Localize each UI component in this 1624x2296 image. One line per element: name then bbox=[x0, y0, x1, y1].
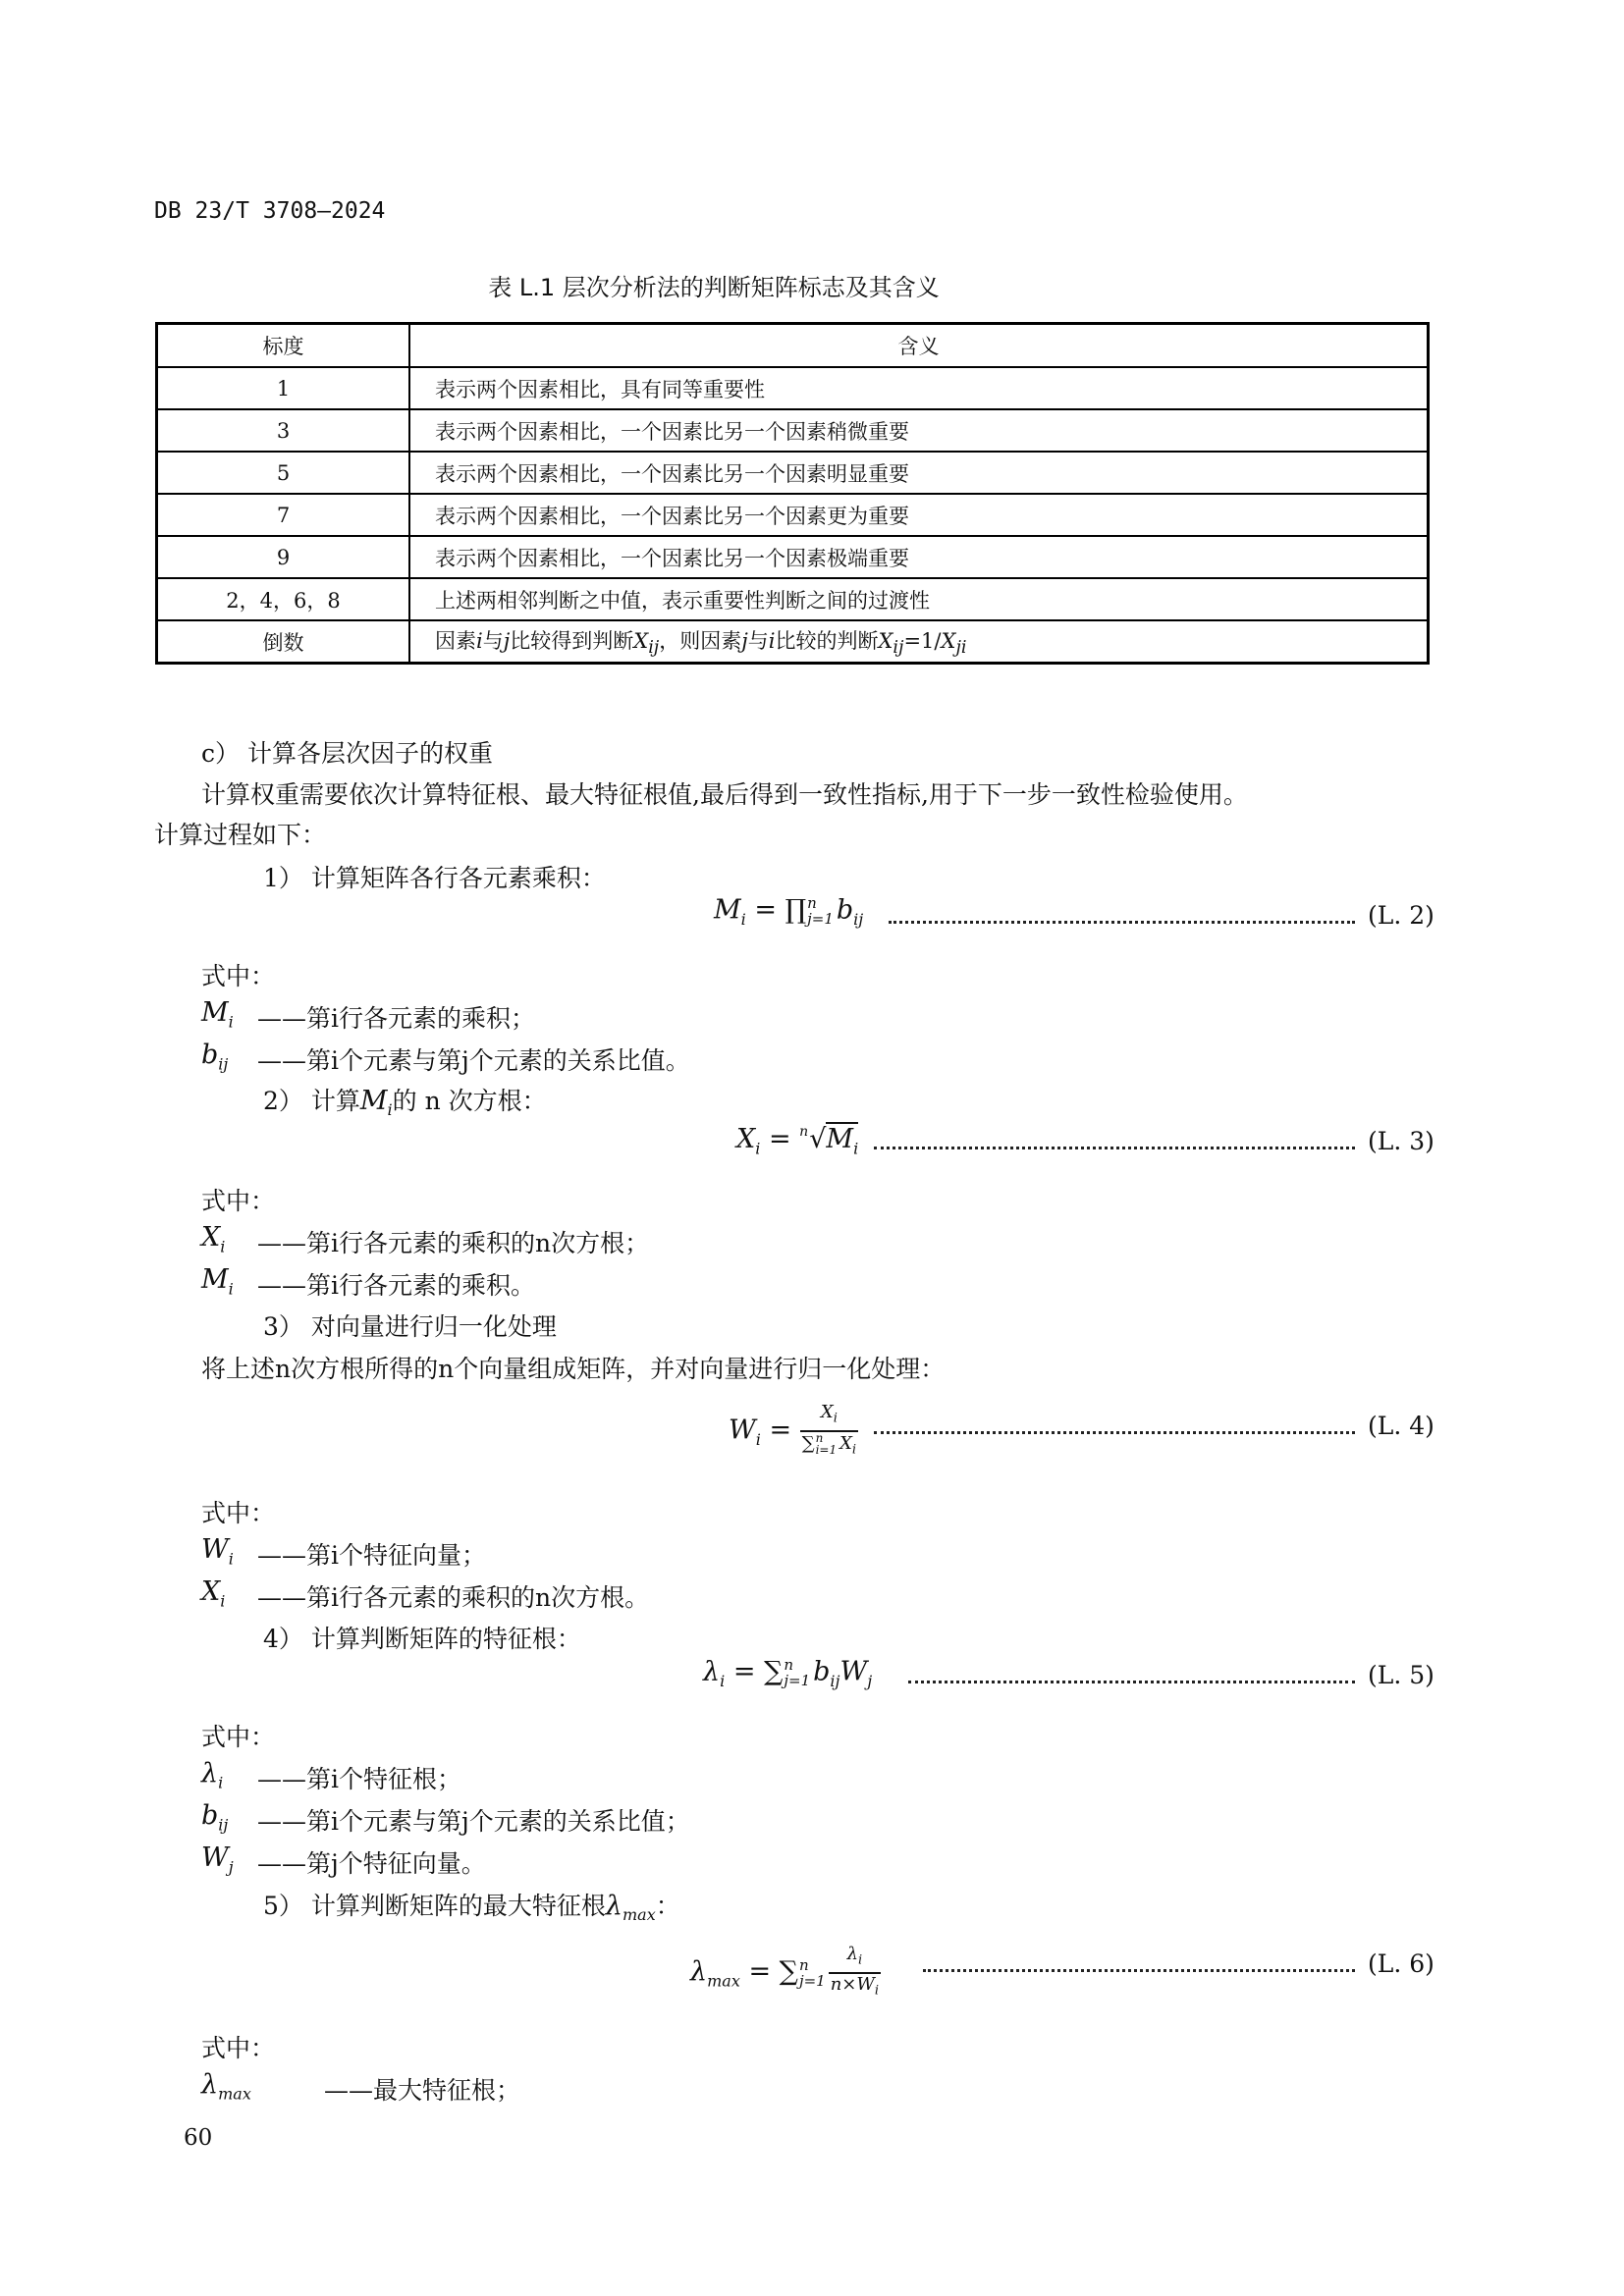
table-row bbox=[157, 578, 1429, 620]
eq-term: X bbox=[820, 1402, 834, 1422]
definition: ——第i行各元素的乘积的n次方根。 bbox=[257, 1583, 650, 1612]
text-part: 比较得到判断 bbox=[510, 628, 634, 653]
symbol-sub: j bbox=[228, 1857, 234, 1877]
symbol bbox=[201, 1576, 225, 1610]
cell-meaning: 表示两个因素相比，一个因素比另一个因素更为重要 bbox=[409, 494, 1429, 536]
where-label: 式中： bbox=[201, 2034, 276, 2062]
equation-l5 bbox=[703, 1657, 872, 1689]
operator-limits bbox=[807, 895, 834, 927]
eq-sub: i bbox=[833, 1411, 838, 1426]
eq-sub: j=1 bbox=[798, 1971, 826, 1990]
definition: ——第i个元素与第j个元素的关系比值。 bbox=[257, 1046, 690, 1075]
math-sub: ji bbox=[955, 638, 967, 659]
step-4-label: 4） 计算判断矩阵的特征根： bbox=[263, 1625, 581, 1653]
eq-sub: i bbox=[720, 1671, 726, 1690]
symbol-main: M bbox=[201, 1264, 229, 1295]
radical-sign: √ bbox=[809, 1124, 827, 1154]
sum-operator: ∑ bbox=[801, 1432, 815, 1454]
definition: ——第i个特征向量； bbox=[257, 1541, 486, 1570]
symbol bbox=[201, 1264, 234, 1298]
dot-leader bbox=[874, 1431, 1355, 1434]
eq-sub: j bbox=[867, 1671, 873, 1690]
symbol bbox=[201, 997, 234, 1031]
cell-meaning: 上述两相邻判断之中值，表示重要性判断之间的过渡性 bbox=[409, 578, 1429, 620]
eq-sub: i bbox=[858, 1952, 863, 1968]
eq-sub: i bbox=[851, 1442, 857, 1458]
cell-scale: 倒数 bbox=[157, 620, 410, 664]
label-text: 2） 计算 bbox=[263, 1087, 360, 1115]
step-2-label bbox=[263, 1082, 547, 1119]
operator-limits bbox=[816, 1432, 838, 1456]
symbol-sub: max bbox=[218, 2084, 251, 2104]
label-sub: max bbox=[622, 1905, 656, 1924]
section-heading: c） 计算各层次因子的权重 bbox=[201, 739, 493, 768]
eq-term: b bbox=[813, 1656, 831, 1687]
label-sub: i bbox=[387, 1100, 393, 1119]
definition: ——第i个元素与第j个元素的关系比值； bbox=[257, 1807, 690, 1836]
cell-meaning bbox=[409, 620, 1429, 664]
cell-meaning: 表示两个因素相比，一个因素比另一个因素极端重要 bbox=[409, 536, 1429, 578]
symbol-main: X bbox=[201, 1222, 221, 1253]
table-title-text: 表 L.1 层次分析法的判断矩阵标志及其含义 bbox=[488, 274, 940, 301]
eq-equals: = bbox=[732, 1656, 756, 1687]
symbol-main: λ bbox=[201, 2069, 219, 2100]
eq-equals: = bbox=[754, 894, 777, 926]
column-header-meaning: 含义 bbox=[409, 324, 1429, 368]
definition: ——第i个特征根； bbox=[257, 1765, 461, 1793]
cell-scale: 7 bbox=[157, 494, 410, 536]
symbol bbox=[201, 1534, 234, 1568]
step-3-label: 3） 对向量进行归一化处理 bbox=[263, 1312, 557, 1341]
cell-meaning: 表示两个因素相比，具有同等重要性 bbox=[409, 367, 1429, 409]
symbol-sub: i bbox=[220, 1237, 226, 1256]
where-label: 式中： bbox=[201, 962, 276, 990]
equation-l6 bbox=[690, 1944, 881, 2002]
equation-number: (L. 4) bbox=[1368, 1412, 1435, 1440]
eq-sub: i bbox=[853, 1139, 859, 1158]
eq-equals: = bbox=[748, 1956, 772, 1988]
page-number: 60 bbox=[184, 2125, 213, 2151]
equation-l2 bbox=[714, 895, 863, 928]
dot-leader bbox=[908, 1681, 1355, 1683]
text-part: ，则因素 bbox=[659, 628, 742, 653]
eq-sub: j=1 bbox=[807, 910, 834, 928]
symbol bbox=[201, 1800, 228, 1834]
math-x: X bbox=[941, 628, 956, 653]
fraction-numerator bbox=[829, 1944, 881, 1974]
eq-lhs: X bbox=[736, 1124, 756, 1154]
math-x: X bbox=[878, 628, 893, 653]
definition: ——第i行各元素的乘积； bbox=[257, 1004, 535, 1033]
symbol bbox=[201, 1222, 225, 1255]
intro-paragraph-line1: 计算权重需要依次计算特征根、最大特征根值,最后得到一致性指标,用于下一步一致性检验使用。 bbox=[201, 780, 1248, 809]
eq-sup: n bbox=[784, 1656, 794, 1674]
eq-sup: n bbox=[798, 1955, 809, 1974]
dot-leader bbox=[889, 921, 1355, 924]
text-part: =1/ bbox=[903, 628, 942, 653]
eq-lhs: M bbox=[714, 894, 741, 926]
step-3-paragraph: 将上述n次方根所得的n个向量组成矩阵，并对向量进行归一化处理： bbox=[201, 1355, 946, 1383]
eq-lhs: λ bbox=[690, 1956, 708, 1988]
label-symbol: λ bbox=[605, 1891, 623, 1921]
product-operator: ∏ bbox=[785, 894, 807, 926]
symbol-main: X bbox=[201, 1576, 221, 1607]
eq-equals: = bbox=[768, 1124, 791, 1154]
eq-sub: i bbox=[755, 1139, 761, 1158]
symbol-sub: i bbox=[220, 1591, 226, 1611]
label-text: 5） 计算判断矩阵的最大特征根 bbox=[263, 1892, 606, 1920]
definition: ——第j个特征向量。 bbox=[257, 1849, 486, 1878]
symbol bbox=[201, 2069, 251, 2103]
table-row bbox=[157, 367, 1429, 409]
table-row bbox=[157, 494, 1429, 536]
eq-sub: i=1 bbox=[815, 1442, 838, 1457]
symbol-sub: i bbox=[218, 1773, 224, 1792]
judgment-matrix-table bbox=[155, 322, 1430, 665]
eq-lhs: λ bbox=[703, 1656, 721, 1687]
where-label: 式中： bbox=[201, 1723, 276, 1751]
symbol-main: M bbox=[201, 997, 229, 1028]
text-part: 因素 bbox=[435, 628, 476, 653]
column-header-scale: 标度 bbox=[157, 324, 410, 368]
table-row bbox=[157, 409, 1429, 452]
math-sub: ij bbox=[648, 638, 660, 659]
symbol-sub: ij bbox=[218, 1815, 229, 1835]
eq-sub: i bbox=[755, 1429, 761, 1449]
definition: ——最大特征根； bbox=[324, 2076, 521, 2105]
math-j: j bbox=[741, 628, 748, 653]
cell-meaning: 表示两个因素相比，一个因素比另一个因素稍微重要 bbox=[409, 409, 1429, 452]
symbol-sub: i bbox=[228, 1012, 234, 1032]
label-text: ： bbox=[655, 1892, 680, 1920]
symbol-main: b bbox=[201, 1800, 219, 1831]
root-index: n bbox=[799, 1124, 809, 1140]
fraction bbox=[829, 1944, 881, 2002]
eq-term: λ bbox=[846, 1944, 859, 1964]
definition: ——第i行各元素的乘积的n次方根； bbox=[257, 1229, 650, 1257]
equation-number: (L. 2) bbox=[1368, 901, 1435, 930]
math-sub: ij bbox=[893, 638, 904, 659]
radicand bbox=[826, 1122, 859, 1158]
dot-leader bbox=[874, 1147, 1355, 1149]
definition: ——第i行各元素的乘积。 bbox=[257, 1271, 535, 1300]
document-code: DB 23/T 3708—2024 bbox=[154, 198, 386, 224]
symbol-main: W bbox=[201, 1534, 229, 1565]
symbol-main: b bbox=[201, 1040, 219, 1070]
table-row bbox=[157, 452, 1429, 494]
where-label: 式中： bbox=[201, 1187, 276, 1215]
eq-term: X bbox=[839, 1432, 852, 1454]
math-i: i bbox=[476, 628, 483, 653]
eq-sup: n bbox=[815, 1430, 824, 1445]
eq-sub: i bbox=[874, 1983, 880, 1999]
step-1-label: 1） 计算矩阵各行各元素乘积： bbox=[263, 864, 606, 892]
eq-sub: i bbox=[740, 909, 746, 929]
fraction-denominator bbox=[829, 1974, 881, 2002]
equation-l3 bbox=[736, 1125, 858, 1156]
symbol bbox=[201, 1842, 234, 1876]
operator-limits bbox=[799, 1957, 826, 1989]
intro-paragraph-line2: 计算过程如下： bbox=[154, 821, 327, 849]
cell-scale: 3 bbox=[157, 409, 410, 452]
sum-operator: ∑ bbox=[779, 1956, 798, 1988]
math-j: j bbox=[503, 628, 511, 653]
fraction-denominator bbox=[800, 1432, 858, 1462]
symbol bbox=[201, 1758, 223, 1791]
fraction bbox=[800, 1402, 858, 1461]
symbol-main: W bbox=[201, 1842, 229, 1873]
eq-term: M bbox=[826, 1124, 854, 1154]
symbol-sub: i bbox=[228, 1279, 234, 1299]
cell-scale: 2，4，6，8 bbox=[157, 578, 410, 620]
cell-scale: 5 bbox=[157, 452, 410, 494]
eq-lhs: W bbox=[729, 1415, 756, 1446]
symbol bbox=[201, 1040, 228, 1073]
cell-scale: 1 bbox=[157, 367, 410, 409]
math-x: X bbox=[633, 628, 649, 653]
cell-meaning: 表示两个因素相比，一个因素比另一个因素明显重要 bbox=[409, 452, 1429, 494]
symbol-main: λ bbox=[201, 1758, 219, 1789]
cell-scale: 9 bbox=[157, 536, 410, 578]
equation-number: (L. 6) bbox=[1368, 1949, 1435, 1978]
equation-number: (L. 3) bbox=[1368, 1127, 1435, 1155]
math-i: i bbox=[768, 628, 776, 653]
table-row-reciprocal bbox=[157, 620, 1429, 664]
eq-term: b bbox=[836, 894, 854, 926]
sum-operator: ∑ bbox=[764, 1656, 784, 1687]
text-part: 与 bbox=[747, 628, 769, 653]
text-part: 比较的判断 bbox=[775, 628, 879, 653]
table-header-row bbox=[157, 324, 1429, 368]
where-label: 式中： bbox=[201, 1499, 276, 1527]
text-part: 与 bbox=[482, 628, 504, 653]
fraction-numerator bbox=[800, 1402, 858, 1432]
table-row bbox=[157, 536, 1429, 578]
eq-term: W bbox=[839, 1656, 868, 1687]
eq-equals: = bbox=[769, 1415, 792, 1446]
step-5-label bbox=[263, 1887, 680, 1924]
eq-sub: j=1 bbox=[784, 1672, 811, 1689]
symbol-sub: i bbox=[228, 1549, 234, 1569]
dot-leader bbox=[923, 1969, 1355, 1972]
eq-term: n×W bbox=[830, 1973, 875, 1995]
label-text: 的 n 次方根： bbox=[392, 1087, 547, 1115]
label-symbol: M bbox=[359, 1086, 388, 1116]
table-title bbox=[0, 268, 1624, 302]
operator-limits bbox=[784, 1657, 810, 1688]
eq-sup: n bbox=[807, 894, 817, 912]
equation-number: (L. 5) bbox=[1368, 1661, 1435, 1689]
eq-sub: ij bbox=[853, 909, 864, 929]
eq-sub: ij bbox=[830, 1671, 840, 1690]
equation-l4 bbox=[729, 1402, 858, 1461]
symbol-sub: ij bbox=[218, 1054, 229, 1074]
eq-sub: max bbox=[707, 1971, 740, 1991]
